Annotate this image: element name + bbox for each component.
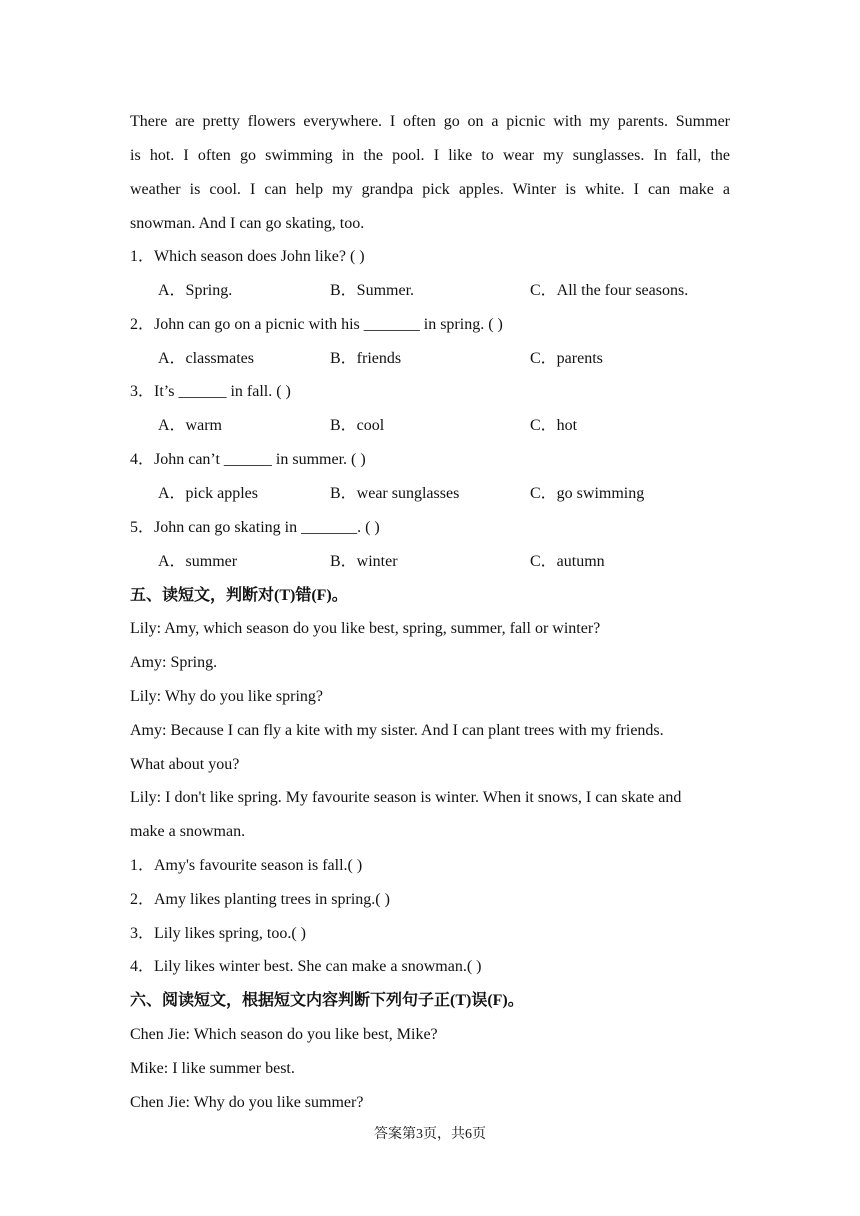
question-stem: 5．John can go skating in _______. ( ) (130, 519, 380, 536)
option-a: A．pick apples (158, 485, 258, 502)
option-c: C．parents (530, 350, 603, 367)
true-false-statement: 1．Amy's favourite season is fall.( ) (130, 857, 363, 874)
option-b: B．wear sunglasses (330, 485, 460, 502)
passage-line: weather is cool. I can help my grandpa pick apples. Winter is white. I can make a (130, 181, 730, 198)
section-heading: 五、读短文，判断对(T)错(F)。 (130, 587, 348, 604)
dialogue-line: Lily: I don't like spring. My favourite season is winter. When it snows, I can skate and (130, 789, 682, 806)
question-stem: 1．Which season does John like? ( ) (130, 248, 365, 265)
option-b: B．Summer. (330, 282, 415, 299)
dialogue-line: Lily: Why do you like spring? (130, 688, 324, 705)
question-stem: 4．John can’t ______ in summer. ( ) (130, 451, 366, 468)
option-c: C．All the four seasons. (530, 282, 689, 299)
true-false-statement: 4．Lily likes winter best. She can make a snowman.( ) (130, 958, 482, 975)
option-c: C．hot (530, 417, 578, 434)
dialogue-line: Chen Jie: Why do you like summer? (130, 1094, 364, 1111)
passage-line: snowman. And I can go skating, too. (130, 215, 365, 232)
passage-line: There are pretty flowers everywhere. I often go on a picnic with my parents. Summer (130, 113, 730, 130)
page-footer: 答案第3页，共6页 (374, 1127, 486, 1142)
true-false-statement: 2．Amy likes planting trees in spring.( ) (130, 891, 390, 908)
passage-line: is hot. I often go swimming in the pool. I like to wear my sunglasses. In fall, the (130, 147, 730, 164)
dialogue-line: What about you? (130, 756, 240, 773)
option-a: A．warm (158, 417, 222, 434)
dialogue-line: make a snowman. (130, 823, 246, 840)
dialogue-line: Amy: Because I can fly a kite with my sister. And I can plant trees with my friends. (130, 722, 664, 739)
option-b: B．friends (330, 350, 402, 367)
option-c: C．autumn (530, 553, 605, 570)
true-false-statement: 3．Lily likes spring, too.( ) (130, 925, 306, 942)
dialogue-line: Chen Jie: Which season do you like best, Mike? (130, 1026, 438, 1043)
section-heading: 六、阅读短文，根据短文内容判断下列句子正(T)误(F)。 (130, 992, 524, 1009)
dialogue-line: Mike: I like summer best. (130, 1060, 295, 1077)
option-c: C．go swimming (530, 485, 645, 502)
option-a: A．Spring. (158, 282, 233, 299)
option-a: A．summer (158, 553, 238, 570)
question-stem: 2．John can go on a picnic with his _______ in spring. ( ) (130, 316, 503, 333)
question-stem: 3．It’s ______ in fall. ( ) (130, 383, 291, 400)
dialogue-line: Lily: Amy, which season do you like best, spring, summer, fall or winter? (130, 620, 601, 637)
option-a: A．classmates (158, 350, 254, 367)
option-b: B．winter (330, 553, 398, 570)
option-b: B．cool (330, 417, 385, 434)
dialogue-line: Amy: Spring. (130, 654, 218, 671)
